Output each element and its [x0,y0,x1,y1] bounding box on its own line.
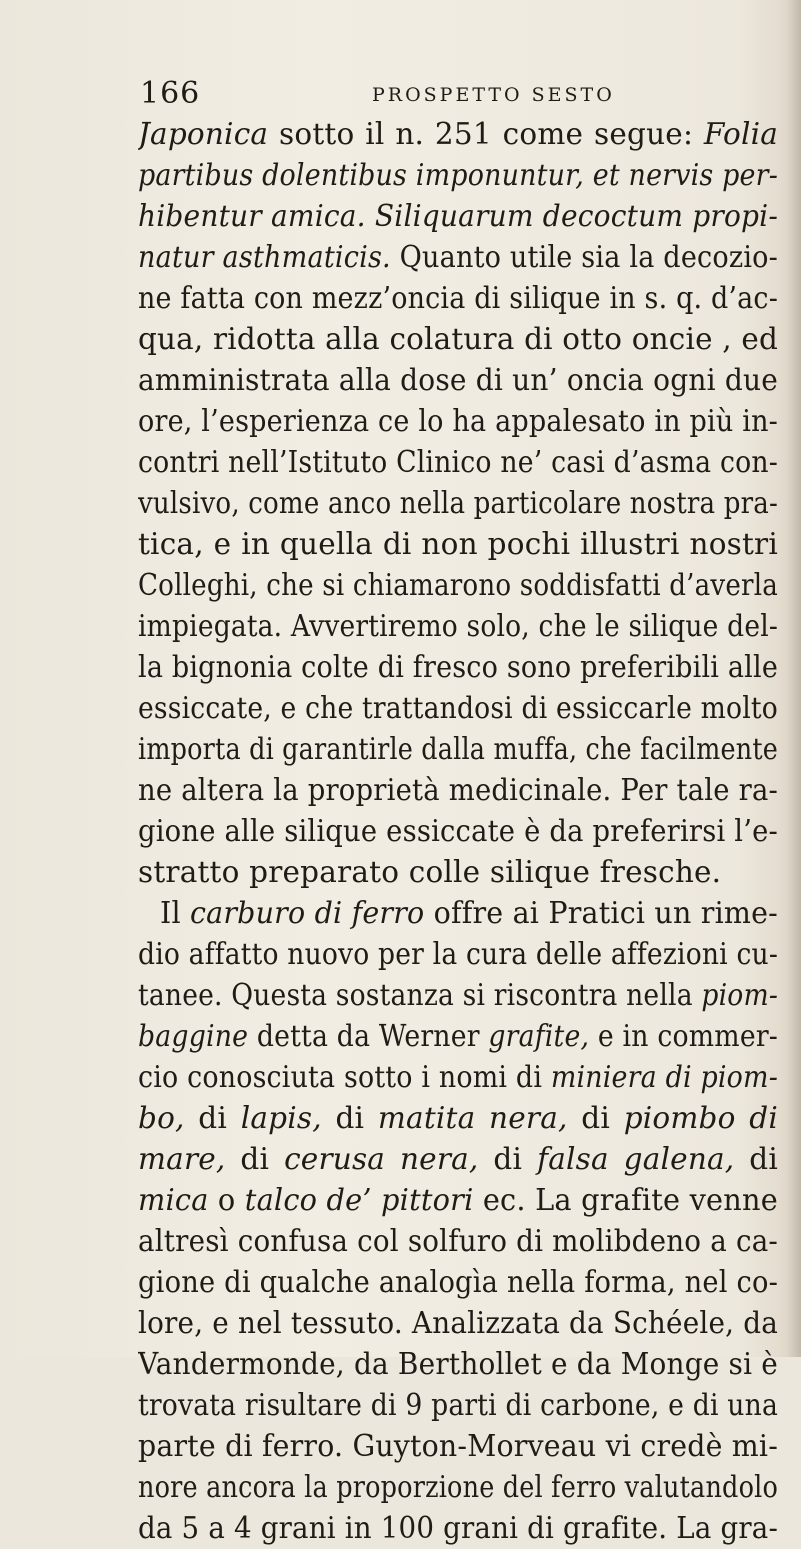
text-line [138,1262,778,1303]
text-line [138,565,778,606]
text-line [138,934,778,975]
text-span: da 5 a 4 grani in 100 grani di grafite. La gra- [138,1511,778,1545]
text-line [138,1098,778,1139]
text-line [138,770,778,811]
text-line [138,1016,778,1057]
text-span: ore, l’esperienza ce lo ha appalesato in più in- [138,404,778,438]
italic-text: bo, [138,1101,185,1135]
italic-text: carburo di ferro [190,896,425,930]
italic-text: cerusa nera, [284,1142,479,1176]
text-span: di [734,1142,778,1176]
text-span: lore, e nel tessuto. Analizzata da Schéele, da [138,1306,778,1340]
text-line [138,360,778,401]
text-span: stratto preparato colle silique fresche. [138,855,722,889]
text-span: tanee. Questa sostanza si riscontra nella [138,978,702,1012]
text-span: di [567,1101,624,1135]
text-span: dio affatto nuovo per la cura delle affezioni cu- [138,937,778,971]
italic-text: piom- [701,978,778,1012]
text-span: parte di ferro. Guyton-Morveau vi credè mi- [138,1429,778,1463]
running-head: PROSPETTO SESTO [372,84,615,106]
text-line [138,1467,778,1508]
text-span: Colleghi, che si chiamarono soddisfatti d’averla [138,568,778,602]
text-line [138,893,778,934]
italic-text: baggine [138,1019,249,1053]
text-span: sotto il n. 251 come segue: [268,117,704,151]
text-line [138,196,778,237]
text-line [138,114,778,155]
italic-text: partibus dolentibus imponuntur, et nervis per- [138,158,778,192]
text-line [138,1303,778,1344]
text-span: di [321,1101,378,1135]
italic-text: miniera di piom- [550,1060,778,1094]
text-span: contri nell’Istituto Clinico ne’ casi d’asma con- [138,445,778,479]
italic-text: Japonica [138,117,269,151]
text-line [138,1344,778,1385]
text-span: offre ai Pratici un rime- [424,896,778,930]
text-line [138,1180,778,1221]
text-span: di [225,1142,285,1176]
italic-text: lapis, [240,1101,322,1135]
italic-text: Folia [703,117,778,151]
text-span: di [478,1142,538,1176]
text-span: vulsivo, come anco nella particolare nostra pra- [138,486,778,520]
text-line [138,1426,778,1467]
italic-text: mare, [138,1142,226,1176]
text-span: altresì confusa col solfuro di molibdeno a ca- [138,1224,778,1258]
italic-text: grafite, [488,1019,590,1053]
text-span: tica, e in quella di non pochi illustri nostri [138,527,778,561]
text-line [138,811,778,852]
text-span: di [184,1101,241,1135]
text-line [138,319,778,360]
italic-text: hibentur amica. Siliquarum decoctum propi- [138,199,778,233]
text-line [138,483,778,524]
text-line [138,524,778,565]
text-line [138,1139,778,1180]
text-line [138,647,778,688]
page-number: 166 [140,76,201,111]
text-line [138,442,778,483]
text-span: Vandermonde, da Berthollet e da Monge si è [138,1347,778,1381]
text-span: o [208,1183,245,1217]
text-line [138,237,778,278]
italic-text: mica [138,1183,209,1217]
text-line [138,1385,778,1426]
text-span: nore ancora la proporzione del ferro valutandolo [138,1470,778,1504]
italic-text: piombo di [623,1101,778,1135]
text-span: Il [160,896,191,930]
text-line [138,688,778,729]
text-span: gione di qualche analogìa nella forma, nel co- [138,1265,778,1299]
text-span: ec. La grafite venne [473,1183,778,1217]
text-line [138,852,778,893]
text-span: Quanto utile sia la decozio- [390,240,778,274]
page-edge-shadow [787,0,801,1357]
text-span: importa di garantirle dalla muffa, che facilmente [138,732,778,766]
italic-text: talco de’ pittori [244,1183,474,1217]
text-span: detta da Werner [248,1019,489,1053]
text-line [138,1221,778,1262]
text-span: e in commer- [589,1019,778,1053]
text-span: trovata risultare di 9 parti di carbone, e di una [138,1388,778,1422]
text-span: la bignonia colte di fresco sono preferibili alle [138,650,778,684]
text-line [138,1057,778,1098]
text-line [138,278,778,319]
text-span: amministrata alla dose di un’ oncia ogni due [138,363,778,397]
text-line [138,606,778,647]
text-line [138,1508,778,1549]
text-span: ne altera la proprietà medicinale. Per tale ra- [138,773,778,807]
text-line [138,155,778,196]
italic-text: natur asthmaticis. [138,240,391,274]
italic-text: matita nera, [377,1101,568,1135]
text-span: gione alle silique essiccate è da preferirsi l’e- [138,814,778,848]
text-span: qua, ridotta alla colatura di otto oncie , ed [138,322,778,356]
text-span: impiegata. Avvertiremo solo, che le silique del- [138,609,778,643]
text-span: cio conosciuta sotto i nomi di [138,1060,551,1094]
text-span: ne fatta con mezz’oncia di silique in s. q. d’ac- [138,281,778,315]
text-span: essiccate, e che trattandosi di essiccarle molto [138,691,778,725]
body-text [138,114,778,1549]
text-line [138,401,778,442]
text-line [138,975,778,1016]
text-line [138,729,778,770]
italic-text: falsa galena, [537,1142,735,1176]
